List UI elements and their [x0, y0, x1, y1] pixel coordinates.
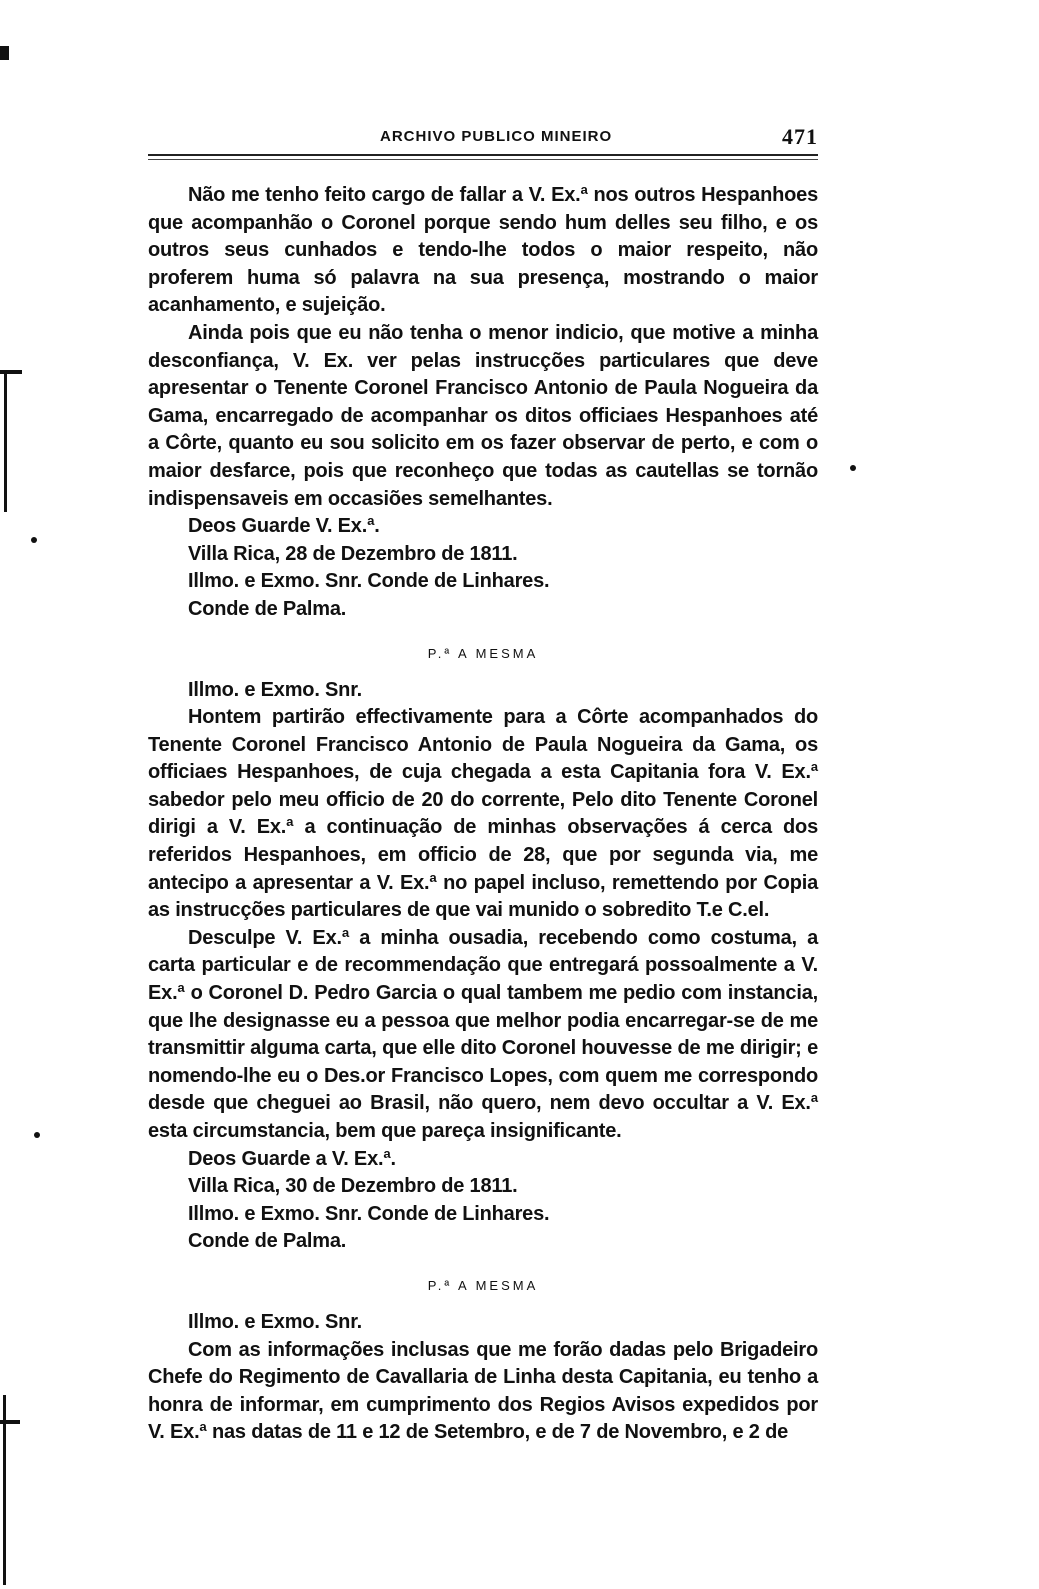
letter2-closing: Deos Guarde a V. Ex.ª. — [188, 1147, 396, 1170]
scan-edge-mark — [0, 46, 9, 60]
scan-edge-mark — [3, 1395, 6, 1585]
letter2-paragraph-1: Hontem partirão effectivamente para a Côrte acompanhados do Tenente Coronel Francisco Antonio de Paula Nogueira da Gama, os officiaes Hespanhoes, de cuja chegada a esta Capitania fora V. Ex.ª sabedor pelo meu officio de 20 do corrente, Pelo dito Tenente Coronel dirigi a V. Ex.ª a continuação de minhas observações á cerca dos referidos Hespanhoes, em officio de 28, que por segunda via, me antecipo a apresentar a V. Ex.ª no papel incluso, remettendo por Copia as instrucções particulares de que vai munido o sobredito T.e C.el. — [148, 706, 818, 922]
letter2-paragraph-2: Desculpe V. Ex.ª a minha ousadia, recebendo como costuma, a carta particular e de recommendação que entregará possoalmente a V. Ex.ª o Coronel D. Pedro Garcia o qual tambem me pedio com instancia, que lhe designasse eu a pessoa que melhor podia encarregar-se de me transmittir alguma carta, que elle dito Coronel houvesse de me dirigir; e nomendo-lhe eu o Des.or Francisco Lopes, com quem me correspondo desde que cheguei ao Brasil, não quero, nem devo occultar a V. Ex.ª esta circumstancia, bem que pareça insignificante. — [148, 926, 818, 1142]
letter3-paragraph-1: Com as informações inclusas que me forão dadas pelo Brigadeiro Chefe do Regimento de Cavallaria de Linha desta Capitania, eu tenho a honra de informar, em cumprimento dos Regios Avisos expedidos por V. Ex.ª nas datas de 11 e 12 de Setembro, e de 7 de Novembro, e 2 de — [148, 1338, 818, 1444]
scan-edge-mark — [4, 372, 7, 512]
letter1-paragraph-2: Ainda pois que eu não tenha o menor indicio, que motive a minha desconfiança, V. Ex. ver pelas instrucções particulares que deve apresentar o Tenente Coronel Francisco Antonio de Paula Nogueira da Gama, encarregado de acompanhar os ditos officiaes Hespanhoes até a Côrte, quanto eu sou solicito em os fazer observar de perto, e com o maior desfarce, pois que reconheço que todas as cautellas se tornão indispensaveis em occasiões semelhantes. — [148, 321, 818, 510]
book-page — [148, 118, 818, 1447]
letter1-signature: Conde de Palma. — [188, 597, 347, 620]
margin-dot — [850, 465, 856, 471]
letter2-place-date: Villa Rica, 30 de Dezembro de 1811. — [188, 1175, 518, 1198]
page-number: 471 — [782, 124, 818, 149]
header-rule — [148, 154, 818, 160]
margin-dot — [31, 537, 37, 543]
running-header — [148, 118, 818, 154]
section-heading: P.ª A MESMA — [427, 645, 539, 661]
letter2-signature: Conde de Palma. — [188, 1230, 347, 1253]
margin-dot — [34, 1132, 40, 1138]
letter2-addressee: Illmo. e Exmo. Snr. Conde de Linhares. — [188, 1202, 550, 1225]
letter1-place-date: Villa Rica, 28 de Dezembro de 1811. — [188, 542, 518, 565]
section-heading: P.ª A MESMA — [427, 1277, 539, 1293]
letter1-paragraph-1: Não me tenho feito cargo de fallar a V. Ex.ª nos outros Hespanhoes que acompanhão o Coronel porque sendo hum delles seu filho, e os outros seus cunhados e tendo-lhe todos o maior respeito, não proferem huma só palavra na sua presença, mostrando o maior acanhamento, e sujeição. — [148, 184, 818, 317]
running-title: ARCHIVO PUBLICO MINEIRO — [380, 128, 613, 145]
letter3-salutation: Illmo. e Exmo. Snr. — [188, 1310, 363, 1333]
letter2-salutation: Illmo. e Exmo. Snr. — [188, 678, 363, 701]
letter1-closing: Deos Guarde V. Ex.ª. — [188, 515, 380, 538]
letter1-addressee: Illmo. e Exmo. Snr. Conde de Linhares. — [188, 570, 550, 593]
